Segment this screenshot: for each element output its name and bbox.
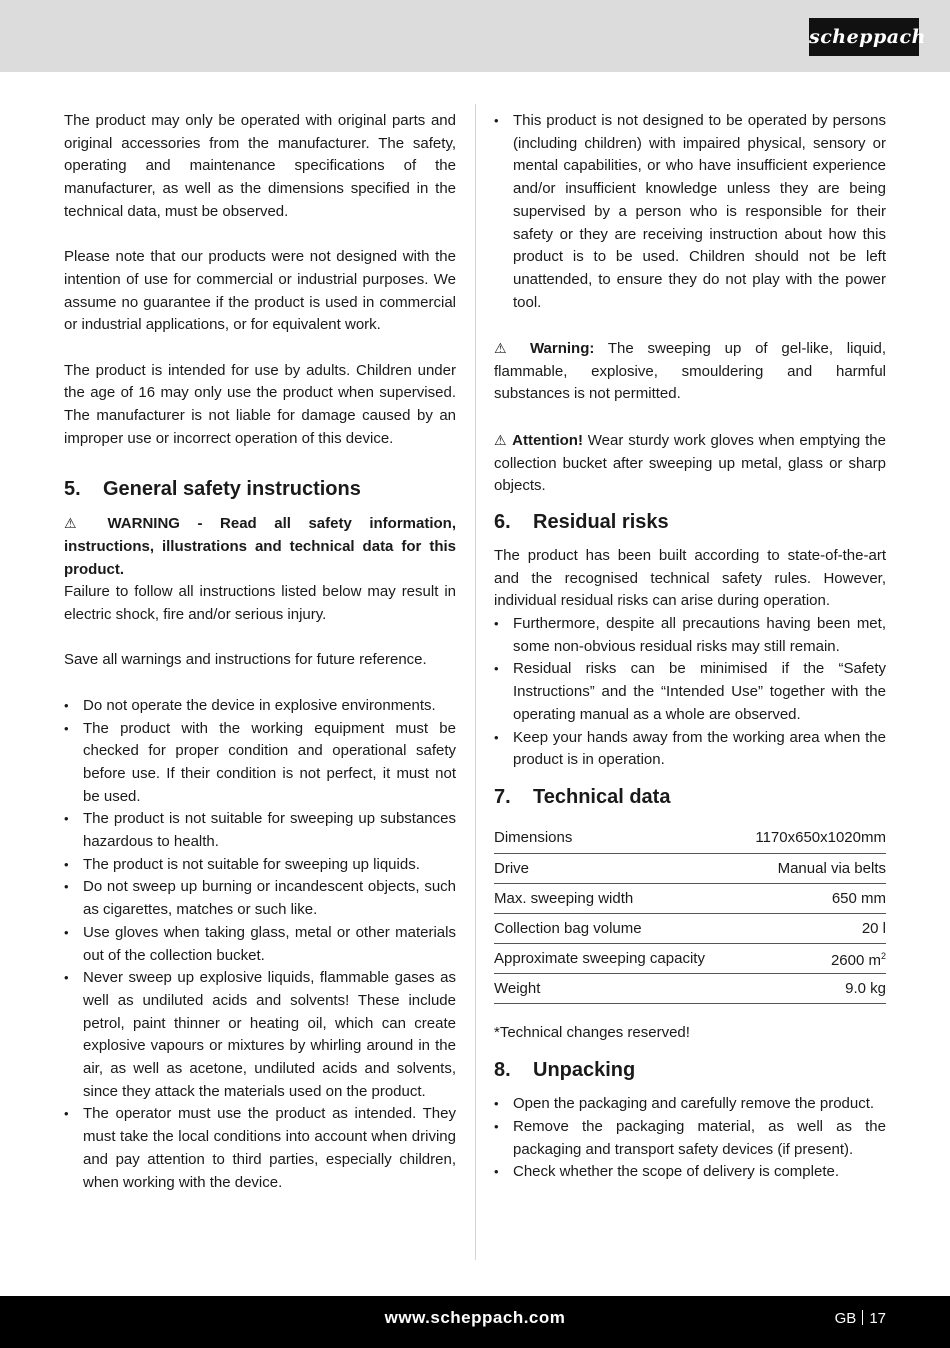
list-item: • Furthermore, despite all precautions having been met, some non-obvious residual risks may still remain. [494, 613, 886, 658]
spec-label: Weight [494, 974, 736, 1004]
section-number: 5. [64, 478, 81, 501]
paragraph-original-parts: The product may only be operated with original parts and original accessories from the manufacturer. The safety, operating and maintenance specifications of the manufacturer, as well as the dimensions specified in the technical data, must be observed. [64, 112, 456, 220]
spec-value: 650 mm [736, 884, 886, 914]
residual-bullet-list [494, 613, 886, 772]
spec-label: Drive [494, 854, 736, 884]
table-row [494, 974, 886, 1004]
spec-value: Manual via belts [736, 854, 886, 884]
attention-label: Attention! [512, 431, 583, 449]
spec-label: Approximate sweeping capacity [494, 944, 736, 974]
list-item: • The operator must use the product as intended. They must take the local conditions into account when driving and pay attention to third parties, especially children, when working with the device. [64, 1103, 456, 1194]
section-number: 7. [494, 785, 511, 808]
section-number: 6. [494, 510, 511, 533]
separator [862, 1310, 863, 1325]
section-heading-7 [494, 781, 886, 820]
table-row [494, 884, 886, 914]
warning-substances [494, 337, 886, 406]
spec-value: 20 l [736, 914, 886, 944]
warning-triangle-icon: ⚠ [494, 340, 517, 357]
list-item: • The product is not suitable for sweeping up substances hazardous to health. [64, 808, 456, 853]
list-item: • Do not operate the device in explosive environments. [64, 695, 456, 718]
page-indicator [835, 1310, 886, 1327]
warning-heading [64, 512, 456, 581]
spec-value-superscript: 2 [880, 951, 886, 962]
list-item: • The product with the working equipment must be checked for proper condition and operational safety before use. If their condition is not perfect, it must not be used. [64, 718, 456, 809]
header-band [0, 0, 950, 72]
capability-bullet-list [494, 110, 886, 314]
unpacking-bullet-list [494, 1093, 886, 1184]
table-row [494, 824, 886, 854]
spec-label: Collection bag volume [494, 914, 736, 944]
list-item: • Keep your hands away from the working area when the product is in operation. [494, 727, 886, 772]
warning-substances-text: The sweeping up of gel-like, liquid, flammable, explosive, smouldering and harmful substances is not permitted. [494, 340, 887, 403]
column-divider [475, 104, 476, 1260]
spec-value [736, 944, 886, 974]
safety-bullet-list [64, 695, 456, 1194]
section-title: General safety instructions [103, 478, 361, 501]
spec-label: Max. sweeping width [494, 884, 736, 914]
page-number: 17 [869, 1310, 886, 1327]
paragraph-adults: The product is intended for use by adults. Children under the age of 16 may only use the product when supervised. The manufacturer is not liable for damage caused by an improper use or incorrect operation of this device. [64, 361, 456, 447]
table-row [494, 854, 886, 884]
language-code: GB [834, 1310, 857, 1327]
table-row [494, 914, 886, 944]
warning-consequence-text: Failure to follow all instructions listed below may result in electric shock, fire and/or serious injury. [64, 583, 456, 624]
technical-data-table [494, 824, 886, 1005]
spec-value: 1170x650x1020mm [736, 824, 886, 854]
section-heading-5 [64, 473, 456, 512]
spec-label: Dimensions [494, 824, 736, 854]
left-column [64, 110, 456, 1194]
residual-intro: The product has been built according to state-of-the-art and the recognised technical safety rules. However, individual residual risks can arise during operation. [494, 546, 886, 610]
list-item: • Never sweep up explosive liquids, flammable gases as well as undiluted acids and solvents! These include petrol, paint thinner or heating oil, which can create explosive vapours or mixtures by whirling around in the air, as well as acetone, undiluted acids and solvents, since they attack the materials used on the product. [64, 967, 456, 1103]
attention-gloves [494, 429, 886, 498]
save-instructions-text: Save all warnings and instructions for future reference. [64, 651, 427, 669]
list-item: • Check whether the scope of delivery is complete. [494, 1161, 886, 1184]
list-item: • Do not sweep up burning or incandescent objects, such as cigarettes, matches or such like. [64, 876, 456, 921]
list-item: • Residual risks can be minimised if the “Safety Instructions” and the “Intended Use” together with the operating manual as a whole are observed. [494, 658, 886, 726]
section-title: Technical data [533, 785, 671, 808]
footer-bar [0, 1296, 950, 1348]
warning-triangle-icon: ⚠ [64, 515, 90, 532]
list-item: • This product is not designed to be operated by persons (including children) with impaired physical, sensory or mental capabilities, or who have insufficient experience and/or insufficient knowledge unless they are being supervised by a person who is responsible for their safety or they are receiving instruction about how this product is to be used. Children should not be left unattended, to ensure they do not play with the power tool. [494, 110, 886, 314]
warning-heading-text: WARNING - Read all safety information, instructions, illustrations and technical data for this product. [64, 515, 456, 578]
section-title: Unpacking [533, 1059, 636, 1082]
attention-gloves-text: Wear sturdy work gloves when emptying the collection bucket after sweeping up metal, glass or sharp objects. [494, 431, 886, 495]
warning-label: Warning: [529, 340, 595, 358]
list-item: • Use gloves when taking glass, metal or other materials out of the collection bucket. [64, 922, 456, 967]
list-item: • The product is not suitable for sweeping up liquids. [64, 854, 456, 877]
section-heading-6 [494, 506, 886, 545]
section-title: Residual risks [533, 510, 669, 533]
list-item: • Open the packaging and carefully remove the product. [494, 1093, 886, 1116]
section-number: 8. [494, 1059, 511, 1082]
footer-website-link[interactable]: www.scheppach.com [384, 1308, 566, 1327]
section-heading-8 [494, 1054, 886, 1093]
spec-value: 9.0 kg [736, 974, 886, 1004]
paragraph-commercial-use: Please note that our products were not designed with the intention of use for commercial or industrial purposes. We assume no guarantee if the product is used in commercial or industrial applications, or for equivalent work. [64, 248, 456, 334]
brand-logo: scheppach [809, 18, 919, 56]
right-column [494, 110, 886, 1184]
table-row [494, 944, 886, 974]
spec-value-number: 2600 m [830, 952, 881, 970]
warning-triangle-icon: ⚠ [494, 431, 508, 448]
list-item: • Remove the packaging material, as well as the packaging and transport safety devices (if present). [494, 1116, 886, 1161]
technical-note: *Technical changes reserved! [494, 1024, 690, 1042]
